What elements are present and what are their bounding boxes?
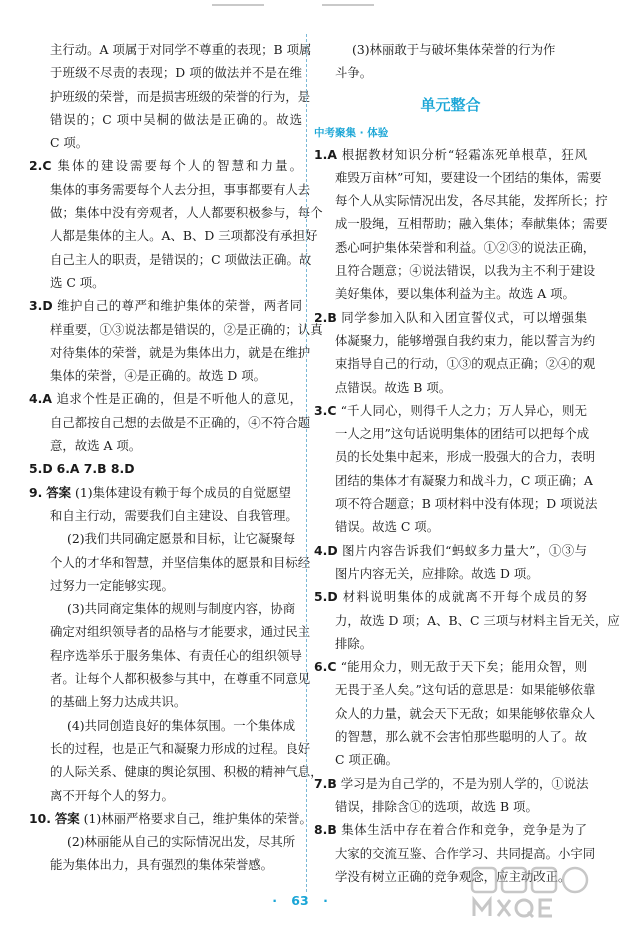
text-line (314, 329, 596, 352)
line-text: (1)集体建设有赖于每个成员的自觉愿望 (75, 484, 291, 500)
line-text: 维护自己的尊严和维护集体的荣誉，两者同 (57, 298, 302, 314)
text-line (29, 597, 302, 620)
line-text: 和自主行动，需要我们自主建设、自我管理。 (50, 507, 298, 523)
line-text: 离不开每个人的努力。 (50, 787, 174, 803)
answer-item (314, 655, 587, 678)
text-line (29, 248, 312, 271)
line-text: 样重要，①③说法都是错误的，②是正确的；认真 (50, 321, 323, 337)
line-text: 6.A 7.B 8.D (56, 461, 135, 477)
line-text: 团结的集体才有凝聚力和战斗力，C 项正确；A (335, 472, 593, 488)
line-text: 者。让每个人都积极参与其中，在尊重不同意见 (50, 671, 311, 687)
question-number: 7.B (314, 775, 337, 791)
text-line (314, 259, 596, 282)
text-line (314, 166, 602, 189)
unit-answers (314, 143, 620, 889)
text-line (29, 760, 323, 783)
line-text: “千人同心，则得千人之力；万人异心，则无 (340, 402, 587, 418)
line-text: 每个人从实际情况出发，各尽其能，发挥所长；拧 (335, 193, 608, 209)
line-text: (2)林丽能从自己的实际情况出发，尽其所 (67, 834, 296, 850)
answer-item (29, 457, 302, 480)
line-text: 集体的事务需要每个人去分担，事事都要有人去 (50, 181, 311, 197)
text-line (29, 434, 302, 457)
text-line (29, 737, 311, 760)
text-line (314, 352, 596, 375)
line-text: 错误，排除含①的选项，故选 B 项。 (335, 798, 538, 814)
line-text: 美好集体，要以集体利益为主。故选 A 项。 (335, 286, 575, 302)
text-line (314, 212, 608, 235)
text-line (314, 445, 596, 468)
line-text: 无畏于圣人矣。”这句话的意思是：如果能够依靠 (335, 682, 596, 698)
line-text: 对待集体的荣誉，就是为集体出力，就是在维护 (50, 344, 311, 360)
text-line (29, 224, 318, 247)
text-line (29, 830, 302, 853)
line-text: 学没有树立正确的竞争观念，应主动改正。 (335, 868, 571, 884)
question-number: 8.B (314, 822, 337, 838)
text-line (29, 364, 302, 387)
line-text: 一人之用”这句话说明集体的团结可以把每个成 (335, 426, 590, 442)
question-number: 6.C (314, 659, 337, 675)
text-line (314, 609, 620, 632)
line-text: 自己都按自己想的去做是不正确的，④不符合题 (50, 414, 311, 430)
text-line (314, 469, 593, 492)
line-text: 能为集体出力，具有强烈的集体荣誉感。 (50, 857, 274, 873)
text-line (29, 551, 311, 574)
question-number: 4.A (29, 391, 52, 407)
text-line (29, 178, 311, 201)
line-text: 做；集体中没有旁观者，人人都要积极参与，每个 (50, 205, 323, 221)
answer-item (314, 539, 587, 562)
question-number: 2.B (314, 309, 337, 325)
page-number-bullet-left: · (272, 893, 277, 908)
line-text: 人都是集体的主人。A、B、D 三项都没有承担好 (50, 228, 318, 244)
line-text: 过努力一定能够实现。 (50, 577, 174, 593)
answer-item (29, 387, 302, 410)
answer-item (314, 143, 587, 166)
text-line (314, 236, 596, 259)
text-line (314, 38, 587, 61)
question-number: 10. (29, 810, 51, 826)
line-text: (3)林丽敢于与破坏集体荣誉的行为作 (352, 42, 556, 57)
answer-item (314, 585, 587, 608)
text-line (29, 271, 302, 294)
text-line (29, 318, 323, 341)
answer-keyword: 答案 (46, 484, 72, 500)
line-text: 主行动。A 项属于对同学不尊重的表现；B 项属 (50, 42, 312, 57)
line-text: 项不符合题意；B 项材料中没有体现；D 项说法 (335, 496, 598, 512)
line-text: 选 C 项。 (50, 274, 105, 290)
line-text: C 项正确。 (335, 752, 398, 768)
text-line (29, 131, 302, 154)
answer-keyword: 答案 (54, 810, 80, 826)
question-number: 3.D (29, 298, 53, 314)
text-line (314, 678, 596, 701)
text-line (29, 411, 311, 434)
line-text: 体凝聚力，能够增强自我约束力，能以誓言为约 (335, 332, 596, 348)
line-text: 大家的交流互鉴、合作学习、共同提高。小宇同 (335, 845, 596, 861)
answer-item (29, 807, 312, 830)
line-text: 集体生活中存在着合作和竞争，竞争是为了 (341, 822, 587, 838)
line-text: 自己主人的职责，是错误的；C 项做法正确。故 (50, 251, 312, 267)
section-title: 单元整合 (420, 95, 481, 114)
text-line (314, 725, 587, 748)
line-text: 的智慧，那么就不会害怕那些聪明的人了。故 (335, 729, 587, 745)
watermark-logo (466, 862, 594, 922)
question-number: 5.D (314, 589, 338, 605)
line-text: 同学参加入队和入团宣誓仪式，可以增强集 (341, 309, 587, 325)
line-text: (3)共同商定集体的规则与制度内容，协商 (67, 601, 296, 617)
question-number: 9. (29, 484, 43, 500)
text-line (314, 515, 587, 538)
line-text: 材料说明集体的成就离不开每个成员的努 (342, 589, 587, 605)
text-line (314, 632, 587, 655)
question-number: 2.C (29, 158, 52, 174)
line-text: 的人际关系、健康的舆论氛围、积极的精神气息， (50, 764, 323, 780)
line-text: (2)我们共同确定愿景和目标，让它凝聚每 (67, 531, 296, 547)
line-text: 力，故选 D 项；A、B、C 三项与材料主旨无关，应 (335, 612, 620, 628)
line-text: 的基础上努力达成共识。 (50, 694, 187, 710)
text-line (29, 108, 302, 131)
line-text: 追求个性是正确的，但是不听他人的意见， (56, 391, 302, 407)
text-line (314, 61, 587, 84)
text-line (314, 492, 598, 515)
top-edge-mark (212, 4, 264, 6)
line-text: 个人的才华和智慧，并坚信集体的愿景和目标经 (50, 554, 311, 570)
text-line (29, 620, 311, 643)
question-number: 1.A (314, 146, 337, 162)
answer-item (314, 818, 587, 841)
line-text: 点错误。故选 B 项。 (335, 379, 452, 395)
line-text: 束指导自己的行动，①③的观点正确；②④的观 (335, 356, 596, 372)
text-line (314, 748, 587, 771)
answer-item (314, 399, 587, 422)
page-number-bullet-right: · (323, 893, 328, 908)
text-line (314, 376, 587, 399)
line-text: 员的长处集中起来，形成一股强大的合力，表明 (335, 449, 596, 465)
text-line (29, 784, 302, 807)
answer-item (29, 294, 302, 317)
text-line (314, 795, 587, 818)
top-edge-mark (322, 4, 374, 6)
line-text: 护班级的荣誉，而是损害班级的荣誉的行为，是 (50, 88, 311, 104)
line-text: 确定对组织领导者的品格与才能要求，通过民主 (50, 624, 311, 640)
text-line (29, 644, 302, 667)
line-text: 图片内容告诉我们“蚂蚁多力量大”，①③与 (342, 542, 587, 558)
text-line (29, 61, 302, 84)
question-number: 3.C (314, 402, 337, 418)
line-text: 且符合题意；④说法错误，以我为主不利于建设 (335, 263, 596, 279)
question-number: 4.D (314, 542, 338, 558)
line-text: 程序选举乐于服务集体、有责任心的组织领导 (50, 647, 302, 663)
continued-answers (314, 38, 587, 85)
line-text: 意，故选 A 项。 (50, 438, 142, 454)
answer-item (314, 306, 587, 329)
answer-item (29, 481, 302, 504)
line-text: 图片内容无关，应排除。故选 D 项。 (335, 565, 539, 581)
line-text: 难毁万亩林”可知，要建设一个团结的集体，需要 (335, 169, 602, 185)
line-text: 错误的；C 项中吴桐的做法是正确的。故选 (50, 111, 302, 127)
section-subtitle: 中考聚集 · 体验 (314, 126, 389, 139)
line-text: 学习是为自己学的，不是为别人学的，①说法 (340, 775, 589, 791)
text-line (29, 690, 302, 713)
text-line (314, 282, 587, 305)
text-line (29, 85, 311, 108)
line-text: 悉心呵护集体荣誉和利益。①②③的说法正确， (335, 239, 596, 255)
answer-item (29, 154, 302, 177)
line-text: 集体的建设需要每个人的智慧和力量。 (57, 158, 302, 174)
text-line (29, 38, 312, 61)
line-text: 集体的荣誉，④是正确的。故选 D 项。 (50, 368, 267, 384)
line-text: 排除。 (335, 635, 373, 651)
answer-item (314, 772, 587, 795)
line-text: 成一股绳，互相帮助；融入集体；奉献集体；需要 (335, 216, 608, 232)
line-text: 众人的力量，就会天下无敌；如果能够依靠众人 (335, 705, 596, 721)
page-number-value: 63 (291, 893, 309, 908)
text-line (29, 853, 302, 876)
line-text: 长的过程，也是正气和凝聚力形成的过程。良好 (50, 740, 311, 756)
text-line (314, 702, 596, 725)
text-line (29, 504, 302, 527)
line-text: (1)林丽严格要求自己，维护集体的荣誉。 (83, 810, 312, 826)
line-text: “能用众力，则无敌于天下矣；能用众智，则 (340, 659, 587, 675)
text-line (29, 667, 311, 690)
right-column (314, 38, 620, 888)
line-text: C 项。 (50, 135, 89, 151)
line-text: (4)共同创造良好的集体氛围。一个集体成 (67, 717, 296, 733)
line-text: 根据教材知识分析“轻霜冻死单根草，狂风 (341, 146, 587, 162)
text-line (29, 714, 302, 737)
text-line (314, 422, 590, 445)
text-line (29, 201, 323, 224)
question-number: 5.D (29, 461, 53, 477)
left-column (29, 38, 323, 877)
text-line (314, 189, 608, 212)
text-line (314, 562, 587, 585)
text-line (29, 574, 302, 597)
line-text: 错误。故选 C 项。 (335, 519, 440, 535)
line-text: 斗争。 (335, 65, 373, 81)
text-line (29, 341, 311, 364)
line-text: 于班级不尽责的表现；D 项的做法并不是在维 (50, 65, 302, 81)
column-divider (306, 34, 308, 892)
text-line (29, 527, 302, 550)
